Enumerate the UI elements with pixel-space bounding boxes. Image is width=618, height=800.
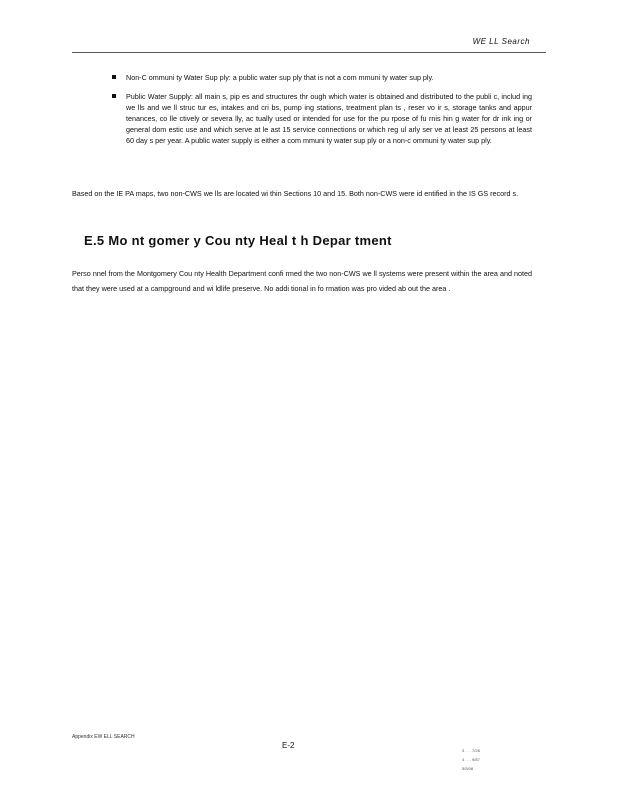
revision-line: 4 . . . 9/87 — [462, 757, 480, 762]
revision-line: 5/5/08 — [462, 766, 474, 771]
header-rule — [72, 52, 546, 53]
body-paragraph: Based on the IE PA maps, two non-CWS we lls are located wi thin Sections 10 and 15. Both non-CWS were id entified in the IS GS record s. — [72, 189, 519, 198]
bullet-icon — [112, 94, 116, 98]
section-heading: E.5 Mo nt gomer y Cou nty Heal t h Depar tment — [84, 233, 392, 248]
list-item — [112, 72, 532, 83]
revision-line: 3 . . . 7/28 — [462, 748, 480, 753]
list-item — [112, 91, 532, 146]
page-number: E-2 — [282, 741, 295, 750]
footer-revision-block — [462, 746, 480, 773]
bullet-icon — [112, 75, 116, 79]
body-paragraph: Perso nnel from the Montgomery Cou nty Health Department confi rmed the two non-CWS we ll systems were present within the area and noted that they were used at a campground and wi ldlife preserve. No addi tional in fo rmation was pro vided ab out the area . — [72, 269, 532, 293]
definition-text: Non-C ommuni ty Water Sup ply: a public water sup ply that is not a com mmuni ty water sup ply. — [126, 73, 434, 82]
page-header: WE LL Search — [472, 37, 530, 46]
definition-text: Public Water Supply: all main s, pip es and structures thr ough which water is obtained and distributed to the publi c, includ ing we lls and we ll struc tur es, intakes and cri bs, pump ing stations, treatment plan ts , reser vo ir s, storage tanks and appur tenances, co lle ctively or severa lly, ac tually used or intended for use for the pu rpose of fu rnis hin g water for dr ink ing or general dom estic use and which serve at le ast 15 service connections or which reg ul arly ser ve at least 25 persons at least 60 day s per year. A public water supply is either a com mmuni ty water sup ply or a non-c ommuni ty water sup ply. — [126, 92, 532, 145]
footer-document-label: Appendix EW ELL SEARCH — [72, 734, 135, 740]
definitions-list — [112, 72, 532, 154]
